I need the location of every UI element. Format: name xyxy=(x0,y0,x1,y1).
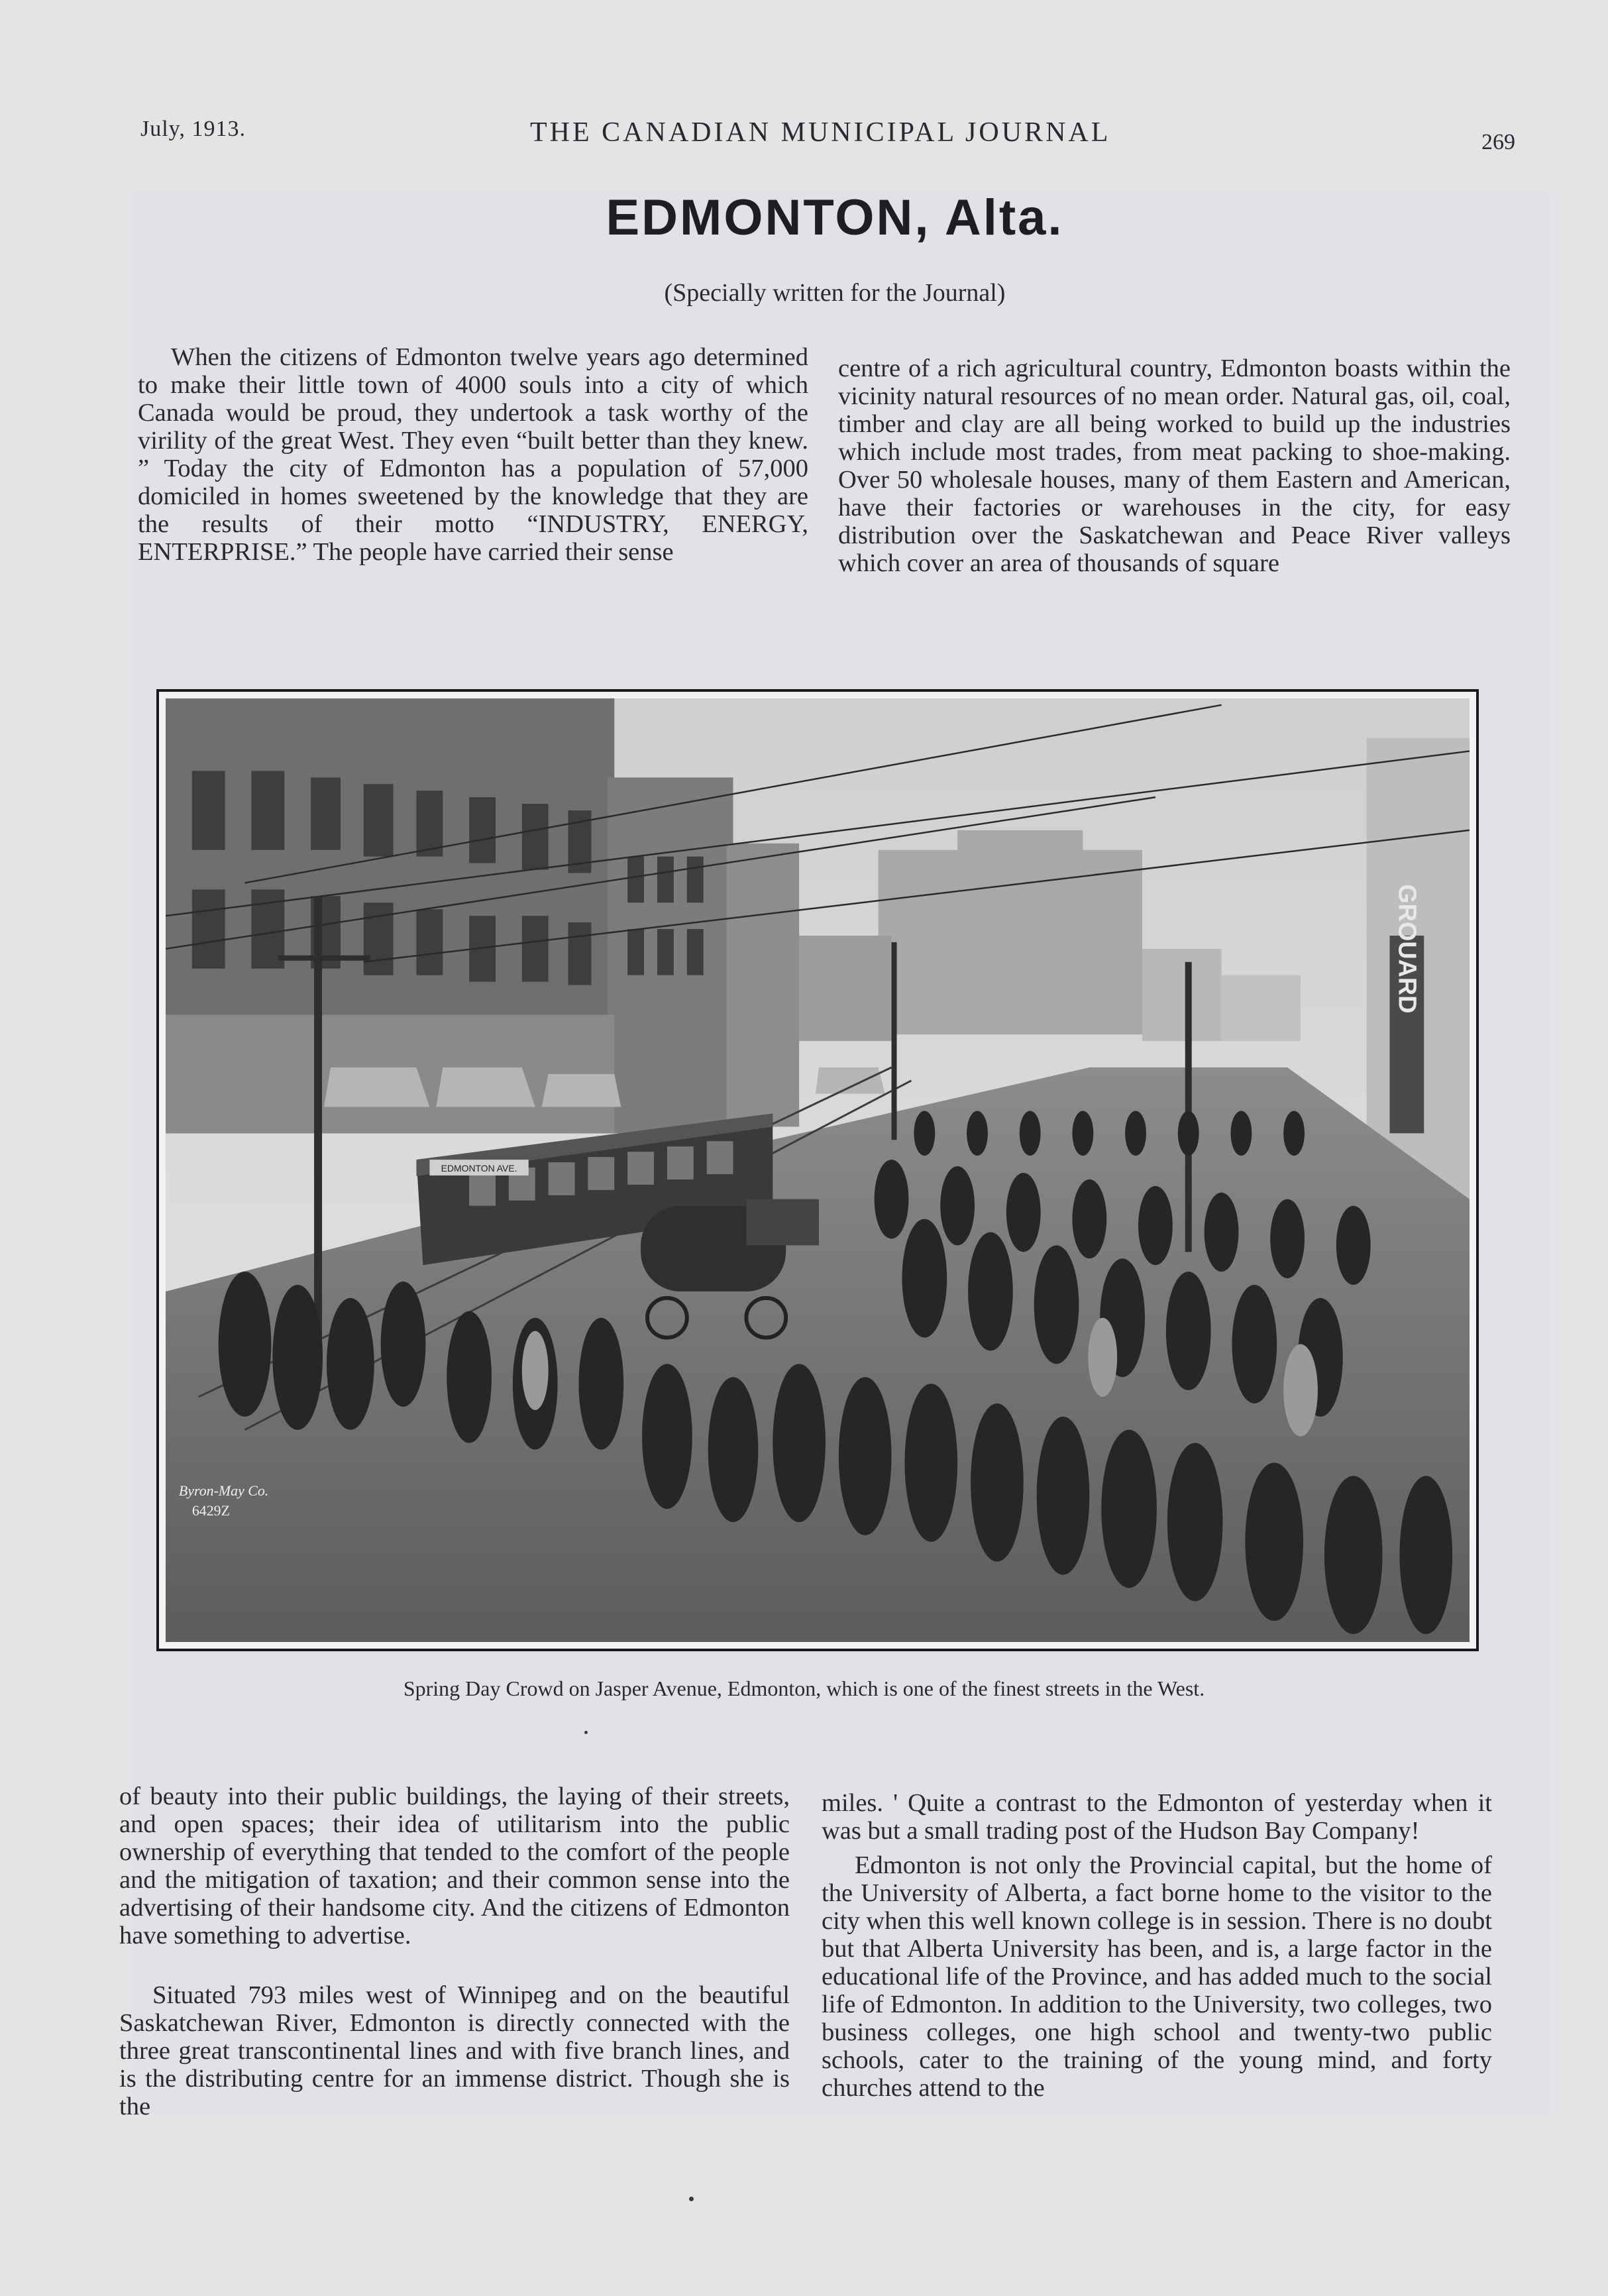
article-title: EDMONTON, Alta. xyxy=(606,190,1064,246)
issue-date: July, 1913. xyxy=(140,117,246,141)
paragraph: When the citizens of Edmonton twelve years ago determined to make their little town of 4000 souls into a city of which Canada would be proud, they undertook a task worthy of the virility of the great West. They even “built better than they knew. ” Today the city of Edmonton has a population of 57,000 domiciled in homes sweetened by the knowledge that they are the results of their motto “INDUSTRY, ENERGY, ENTERPRISE.” The people have carried their sense xyxy=(138,343,808,566)
paragraph: of beauty into their public buildings, the laying of their streets, and open spaces; their idea of utilitarism into the public ownership of everything that tended to the comfort of the people and the mitigation of taxation; and their common sense into the advertising of their handsome city. And the citizens of Edmonton have something to advertise. xyxy=(119,1782,790,1949)
column-top-left xyxy=(138,343,808,566)
column-top-right xyxy=(838,355,1511,577)
page-number: 269 xyxy=(1481,130,1515,154)
article-subtitle: (Specially written for the Journal) xyxy=(664,279,1006,307)
photo-caption: Spring Day Crowd on Jasper Avenue, Edmonton, which is one of the finest streets in the West. xyxy=(403,1676,1205,1700)
column-bottom-left xyxy=(119,1782,790,2120)
print-speck xyxy=(584,1731,588,1734)
paragraph: Edmonton is not only the Provincial capital, but the home of the University of Alberta, a fact borne home to the visitor to the city when this well known college is in session. There is no doubt but that Alberta University has been, and is, a large factor in the educational life of the Province, and has added much to the social life of Edmonton. In addition to the University, two colleges, two business colleges, one high school and twenty-two public schools, cater to the training of the young mind, and forty churches attend to the xyxy=(822,1851,1492,2102)
paragraph: Situated 793 miles west of Winnipeg and on the beautiful Saskatchewan River, Edmonton is directly connected with the three great transcontinental lines and with five branch lines, and is the distributing centre for an immense district. Though she is the xyxy=(119,1981,790,2120)
print-speck xyxy=(689,2197,694,2201)
street-photograph xyxy=(156,689,1479,1651)
running-head xyxy=(0,111,1608,158)
plate-number: 6429Z xyxy=(191,1502,231,1519)
streetcar-sign: EDMONTON AVE. xyxy=(441,1162,517,1174)
paragraph: centre of a rich agricultural country, Edmonton boasts within the vicinity natural resources of no mean order. Natural gas, oil, coal, timber and clay are all being worked to build up the industries which include most trades, from meat packing to shoe-making. Over 50 wholesale houses, many of them Eastern and American, have their factories or warehouses in the city, for easy distribution over the Saskatchewan and Peace River valleys which cover an area of thousands of square xyxy=(838,355,1511,577)
street-scene-illustration xyxy=(166,698,1470,1642)
column-bottom-right xyxy=(822,1789,1492,2102)
photographer-mark: Byron-May Co. xyxy=(178,1482,269,1500)
journal-name: THE CANADIAN MUNICIPAL JOURNAL xyxy=(530,117,1111,148)
paragraph: miles. ' Quite a contrast to the Edmonton of yesterday when it was but a small trading post of the Hudson Bay Company! xyxy=(822,1789,1492,1845)
grouard-sign: GROUARD xyxy=(1393,884,1421,1014)
